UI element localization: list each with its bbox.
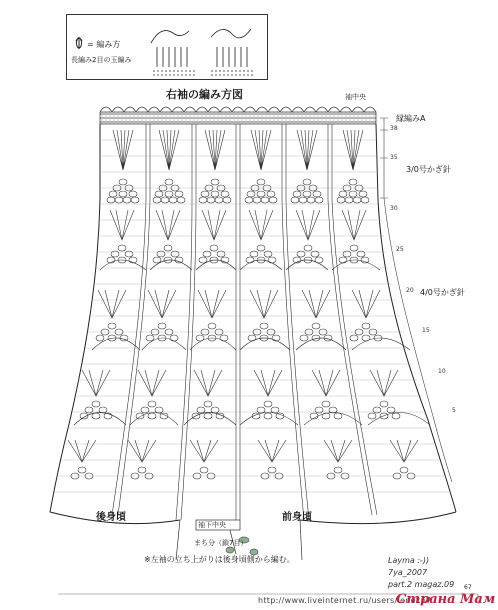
row-tick: 25 (396, 246, 404, 253)
credit-line-3: part.2 magaz.09 (388, 580, 455, 589)
row-tick: 10 (438, 368, 446, 375)
top-center-label: 袖中央 (345, 93, 366, 101)
row-tick: 5 (452, 407, 456, 414)
watermark-url[interactable]: http://www.liveinternet.ru/users/lenok67 (258, 596, 432, 605)
page-number: 67 (464, 584, 472, 591)
row-tick: 15 (422, 327, 430, 334)
credit-line-2: 7ya_2007 (388, 568, 428, 577)
sleeve-outline (50, 124, 456, 524)
front-body-label: 前身頃 (282, 512, 312, 523)
back-body-label: 後身頃 (96, 512, 126, 523)
credit-line-1: Layma :-)) (388, 556, 430, 565)
underarm-label: 袖下中央 (198, 521, 226, 529)
legend-symbol-label: = 編み方 (87, 40, 121, 49)
note-text: ※左袖の立ち上がりは後身頃側から編む。 (144, 555, 295, 564)
gauge-bottom-label: 4/0号かぎ針 (420, 288, 465, 297)
row-tick: 30 (390, 205, 398, 212)
row-lines (54, 140, 450, 492)
join-label: まち分（鎖7目） (194, 539, 248, 547)
gauge-top-label: 3/0号かぎ針 (406, 165, 451, 174)
top-edge-trim (100, 107, 376, 124)
row-tick: 38 (390, 125, 398, 132)
pineapple-motifs (68, 130, 430, 479)
edge-label: 縁編みA (396, 114, 426, 123)
row-tick: 20 (406, 287, 414, 294)
legend-symbol-caption: 長編み2目の玉編み (71, 56, 132, 64)
diagram-title: 右袖の編み方図 (166, 88, 243, 101)
row-tick: 35 (390, 154, 398, 161)
site-logo: Страна Мам (396, 592, 496, 607)
